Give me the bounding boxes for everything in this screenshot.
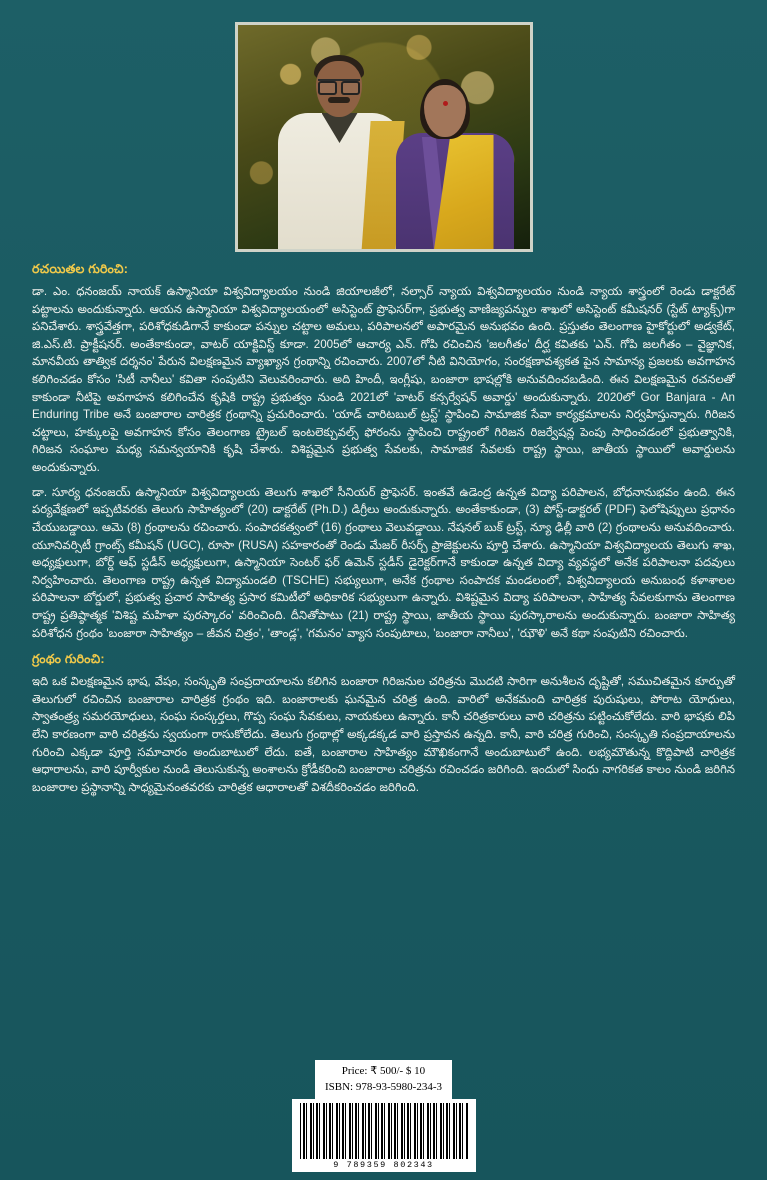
about-authors-paragraph-1: డా. ఎం. ధనంజయ్ నాయక్ ఉస్మానియా విశ్వవిద్యాలయం నుండి జియాలజీలో, నల్సార్ న్యాయ విశ్వవిద్యాలయం నుండి న్యాయ శాస్త్రంలో రెండు డాక్టరేట్ పట్టాలను అందుకున్నారు. ఆయన ఉస్మానియా విశ్వవిద్యాలయంలో అసిస్టెంట్ ప్రొఫెసర్‌గా, ప్రభుత్వ వాణిజ్యపన్నుల శాఖలో అసిస్టెంట్ కమీషనర్ (స్టేట్ ట్యాక్స్)గా పనిచేశారు. శాస్త్రవేత్తగా, పరిశోధకుడిగానే కాకుండా పన్నుల చట్టాల అమలు, పరిపాలనలో అపారమైన అనుభవం ఉంది. ప్రస్తుతం తెలంగాణ హైకోర్టులో అడ్వకేట్, జి.ఎస్.టి. ప్రాక్టీషనర్. అంతేకాకుండా, వాటర్ యాక్టివిస్ట్ కూడా. 2005లో ఆచార్య ఎన్. గోపి రచించిన 'జలగీతం' దీర్ఘ కవితకు 'ఎన్. గోపి జలగీతం – వైజ్ఞానిక, మానవీయ తాత్విక దర్శనం' పేరున విలక్షణమైన వ్యాఖ్యాన గ్రంథాన్ని రచించారు. 2007లో నీటి వినియోగం, సంరక్షణావశ్యకత పైన సామాన్య ప్రజలకు అవగాహన కలిగించడం కోసం 'సిటీ నానీలు' కవితా సంపుటిని వెలువరించారు. అది హిందీ, ఇంగ్లీషు, బంజారా భాషల్లోకి అనువదించబడింది. ఈన విలక్షణమైన రచనలతో కాకుండా నీటిపై అవగాహన కలిగించేన కృషికి రాష్ట్ర ప్రభుత్వం నుండి 2021లో 'వాటర్ కన్సర్వేషన్ అవార్డు' అందుకున్నారు. 2020లో Gor Banjara - An Enduring Tribe అనే బంజారాల చారిత్రక గ్రంథాన్ని ప్రచురించారు. 'యాడ్ చారిటబుల్ ట్రస్ట్' స్థాపించి సామాజిక సేవా కార్యక్రమాలను నిర్వహిస్తున్నారు. గిరిజన చట్టాలు, హక్కులపై అవగాహన కోసం తెలంగాణ ట్రైబల్ ఇంటలెక్చువల్స్ ఫోరం‌ను స్థాపించి రాష్ట్రంలో గిరిజన రిజర్వేషన్ల పెంపు సాధించడంలో ప్రభుత్వానికి, గిరిజన సంఘాల మధ్య సమన్వయానికి కృషి చేశారు. విశిష్టమైన ప్రభుత్వ సేవలకు, సామాజిక సేవలకు రాష్ట్ర స్థాయి, జాతీయ స్థాయిలో అవార్డులను అందుకున్నారు. bbox=[32, 285, 735, 475]
author-couple-photo bbox=[238, 25, 530, 249]
footer bbox=[0, 1060, 767, 1172]
about-authors-paragraph-2: డా. సూర్య ధనంజయ్ ఉస్మానియా విశ్వవిద్యాలయ తెలుగు శాఖలో సీనియర్ ప్రొఫెసర్. ఇంతవే ఉడెంద్ర ఉన్నత విద్యా పరిపాలన, బోధనానుభవం ఉంది. ఈన పర్యవేక్షణలో ఇప్పటివరకు తెలుగు సాహిత్యంలో (20) డాక్టరేట్ (Ph.D.) డిగ్రీలు అందుకున్నారు. అంతేకాకుండా, (3) పోస్ట్-డాక్టరల్ (PDF) ఫెలోషిప్పులు ప్రధానం చేయుబడ్డాయి. ఆమె (8) గ్రంథాలను రచించారు. సంపాదకత్వంలో (16) గ్రంథాలు వెలువడ్డాయి. నేషనల్ బుక్ ట్రస్ట్, న్యూ ఢిల్లీ వారి (2) గ్రంథాలను అనువదించారు. యూనివర్సిటీ గ్రాంట్స్ కమీషన్ (UGC), రూసా (RUSA) సహకారంతో రెండు మేజర్ రీసర్చ్ ప్రాజెక్టులను పూర్తి చేశారు. ఉస్మానియా విశ్వవిద్యాలయ తెలుగు శాఖ, అధ్యక్షులుగా, బోర్డ్ ఆఫ్ స్టడీస్ అధ్యక్షులుగా, ఉస్మానియా సెంటర్ ఫర్ ఉమెన్ స్టడీస్ డైరెక్టర్‌గానే కాకుండా ఉన్నత విద్యా వ్యవస్థలో అనేక పరిపాలనా పదవులు నిర్వహించారు. తెలంగాణ రాష్ట్ర ఉన్నత విద్యామండలి (TSCHE) సభ్యులుగా, అనేక గ్రంథాల సంపాదక మండలంలో, విశ్వవిద్యాలయ అనుబంధ కళాశాలల పరిపాలనా బోర్డులో, ప్రభుత్వ ప్రచార సాహిత్య ప్రసార కమిటీలో అధికారిక సభ్యులుగా ఉన్నారు. విశిష్టమైన విద్యా పరిపాలనా, సాహిత్య సేవలకుగాను తెలంగాణ రాష్ట్ర ప్రతిష్ఠాత్మక 'విశిష్ట మహిళా పురస్కారం' వరించింది. దీనితోపాటు (21) రాష్ట్ర స్థాయి, జాతీయ స్థాయి పురస్కారాలను అందుకున్నారు. బంజారా సాహిత్య పరిశోధన గ్రంథం 'బంజారా సాహిత్యం – జీవన చిత్రం', 'తాండ్ల', 'గమనం' వ్యాస సంపుటాలు, 'బంజారా నానీలు', 'ఝౌళి' అనే కథా సంపుటిని రచించారు. bbox=[32, 485, 735, 640]
barcode-image bbox=[300, 1103, 468, 1159]
price-line: Price: ₹ 500/- $ 10 bbox=[341, 1065, 426, 1078]
man-spectacles bbox=[318, 79, 360, 92]
author-photo-frame bbox=[235, 22, 533, 252]
barcode-box bbox=[292, 1099, 476, 1172]
section-heading-about-authors: రచయితల గురించి: bbox=[32, 262, 129, 276]
price-isbn-box bbox=[315, 1060, 452, 1099]
woman-bindi bbox=[443, 101, 448, 106]
man-moustache bbox=[328, 97, 350, 103]
isbn-line: ISBN: 978-93-5980-234-3 bbox=[324, 1081, 443, 1094]
barcode-digits: 9 789359 802343 bbox=[333, 1160, 434, 1170]
section-heading-about-book: గ్రంథం గురించి: bbox=[32, 652, 105, 667]
about-book-paragraph-1: ఇది ఒక విలక్షణమైన భాష, వేషం, సంస్కృతి సంప్రదాయాలను కలిగిన బంజారా గిరిజనుల చరిత్రను మొదటి సారిగా అనుశీలన దృష్టితో, సముచితమైన కూర్పుతో తెలుగులో రచించిన బంజారాల చారిత్రక గ్రంథం ఇది. బంజారాలకు ఘనమైన చరిత్ర ఉంది. వారిలో అనేకమంది చారిత్రక పురుషులు, పోరాట యోధులు, స్వాతంత్ర్య సమరయోధులు, సంఘ సంస్కర్తలు, గొప్ప సంఘ సేవకులు, నాయకులు ఉన్నారు. కానీ చరిత్రకారులు వారి చరిత్రను పట్టించుకోలేదు. వారి భాషకు లిపి లేని కారణంగా వారి చరిత్రను స్వయంగా రాసుకోలేదు. తెలుగు గ్రంథాల్లో అక్కడక్కడ వారి ప్రస్తావన ఉన్నది. కానీ, వారి చరిత్ర గురించి, సంస్కృతి సంప్రదాయాలను గురించి ఎక్కడా పూర్తి సమాచారం అందుబాటులో లేదు. ఐతే, బంజారాల సాహిత్యం మౌఖికంగానే అందుబాటులో ఉంది. లభ్యమౌతున్న కొద్దిపాటి చారిత్రక ఆధారాలను, వారి పూర్వీకుల నుండి తెలుసుకున్న అంశాలను క్రోడీకరించి బంజారాల చరిత్రను రచించడం జరిగింది. ఇందులో సింధు నాగరికత కాలం నుండి జరిగిన బంజారాల ప్రస్థానాన్ని సాధ్యమైనంతవరకు చారిత్రక ఆధారాలతో విశదీకరించడం జరిగింది. bbox=[32, 675, 735, 794]
woman-face bbox=[424, 85, 466, 137]
